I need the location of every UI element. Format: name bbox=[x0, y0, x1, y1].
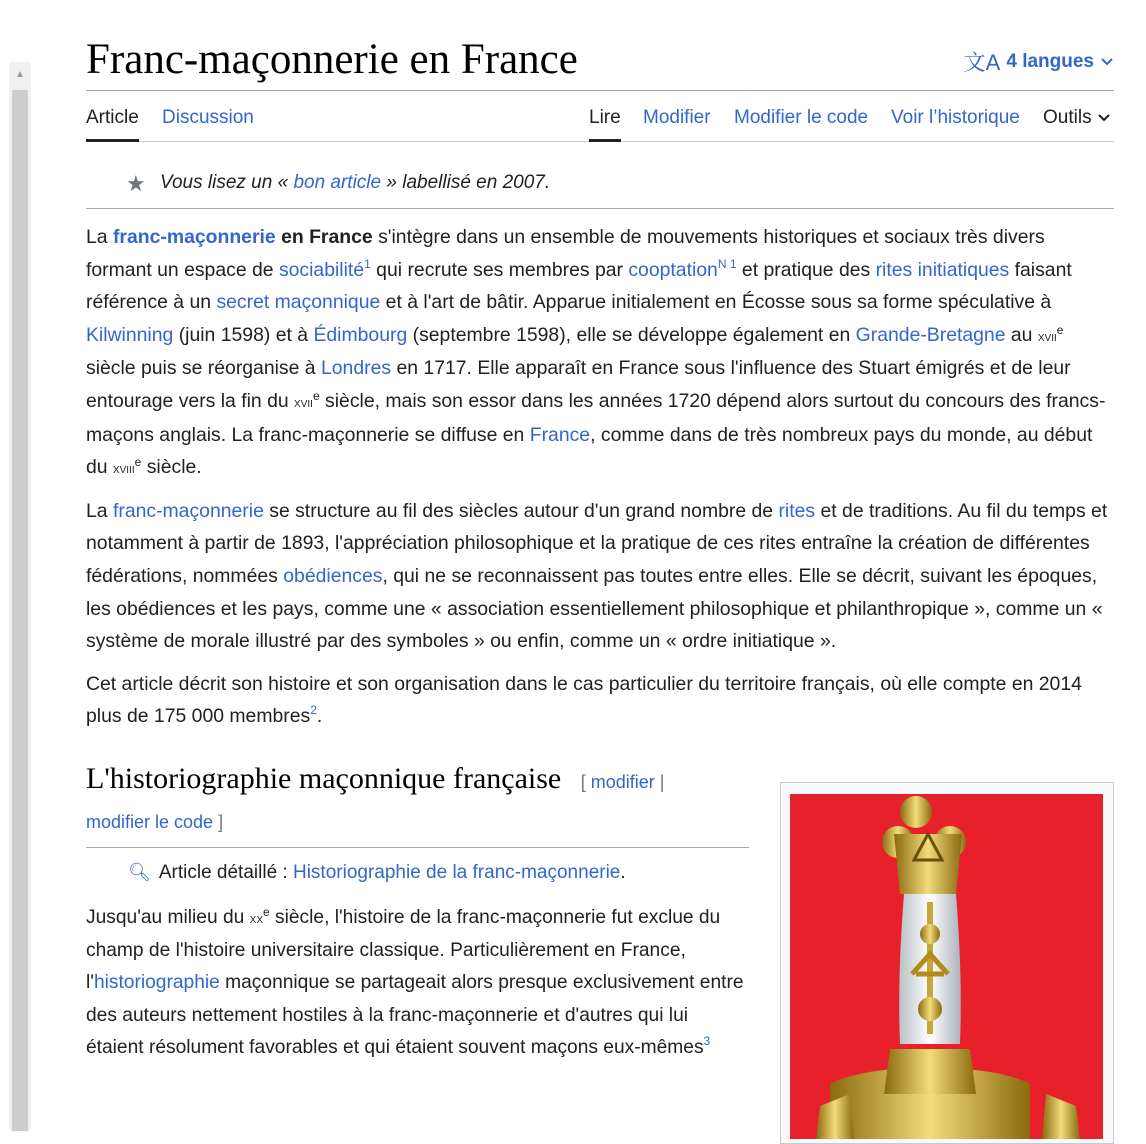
link-edimbourg[interactable]: Édimbourg bbox=[313, 323, 408, 346]
languages-label: 4 langues bbox=[1006, 50, 1094, 72]
tab-discussion[interactable]: Discussion bbox=[162, 107, 254, 128]
link-secret-maconnique[interactable]: secret maçonnique bbox=[216, 291, 381, 314]
link-france[interactable]: France bbox=[529, 423, 591, 446]
link-grande-bretagne[interactable]: Grande-Bretagne bbox=[855, 323, 1006, 346]
scrollbar[interactable] bbox=[9, 62, 31, 1131]
tab-edit-code[interactable]: Modifier le code bbox=[734, 107, 869, 128]
section-edit-links: [ modifier | modifier le code ] bbox=[86, 771, 665, 832]
section-title: L'historiographie maçonnique française bbox=[86, 761, 562, 795]
section-heading bbox=[86, 757, 749, 848]
sword-hilt-illustration bbox=[790, 794, 1103, 1139]
good-article-link[interactable]: bon article bbox=[293, 172, 382, 193]
link-franc-maconnerie-2[interactable]: franc-maçonnerie bbox=[112, 499, 264, 522]
ref-2[interactable]: 2 bbox=[310, 703, 317, 718]
article-body bbox=[86, 221, 1114, 733]
scrollbar-thumb[interactable] bbox=[12, 90, 28, 1131]
tab-edit[interactable]: Modifier bbox=[643, 107, 711, 128]
scroll-up-arrow-icon[interactable]: ▲ bbox=[15, 68, 25, 80]
hatnote: 🔍︎ Article détaillé : Historiographie de la franc-maçonnerie. bbox=[128, 861, 626, 883]
masonic-sword-image[interactable] bbox=[790, 794, 1103, 1139]
link-obediences[interactable]: obédiences bbox=[283, 564, 383, 587]
section-edit-code-link[interactable]: modifier le code bbox=[86, 811, 214, 832]
link-kilwinning[interactable]: Kilwinning bbox=[86, 323, 174, 346]
tools-menu[interactable] bbox=[1043, 107, 1111, 129]
link-rites-initiatiques[interactable]: rites initiatiques bbox=[875, 258, 1010, 281]
good-article-text: Vous lisez un « bon article » labellisé en 2007. bbox=[160, 172, 551, 193]
translate-icon: 文A bbox=[963, 50, 1001, 75]
ref-3[interactable]: 3 bbox=[703, 1034, 711, 1049]
intro-paragraph-3: Cet article décrit son histoire et son organisation dans le cas particulier du territoire français, où elle compte en 2014 plus de 175 000 membres$^2$. bbox=[86, 672, 1082, 728]
chevron-down-icon bbox=[1100, 57, 1114, 67]
section-paragraph: Jusqu'au milieu du $xx^e$ siècle, l'histoire de la franc-maçonnerie fut exclue du champ de l'histoire universitaire classique. Particulièrement en France, l'historiographie maçonnique se partageait alors presque exclusivement entre des auteurs nettement hostiles à la franc-maçonnerie et d'autres qui lui étaient résolument favorables et qui étaient souvent maçons eux-mêmes$^3$ bbox=[86, 904, 744, 1059]
link-sociabilite[interactable]: sociabilité bbox=[278, 258, 365, 281]
chevron-down-icon bbox=[1097, 113, 1111, 123]
link-cooptation[interactable]: cooptation bbox=[628, 258, 718, 281]
magnifier-icon: 🔍︎ bbox=[128, 862, 151, 883]
note-n1[interactable]: N 1 bbox=[717, 256, 737, 271]
section-edit-link[interactable]: modifier bbox=[590, 771, 655, 792]
intro-paragraph-2: La franc-maçonnerie se structure au fil des siècles autour d'un grand nombre de rites et de traditions. Au fil du temps et notamment à partir de 1893, l'appréciation philosophique et la pratique de ces rites entraîne la création de différentes fédérations, nommées obédiences, qui ne se reconnaissent pas toutes entre elles. Elle se décrit, suivant les époques, les obédiences et les pays, comme une « association essentiellement philosophique et philanthropique », comme un « système de morale illustré par des symboles » ou enfin, comme un « ordre initiatique ». bbox=[86, 499, 1108, 653]
ref-1[interactable]: 1 bbox=[364, 256, 371, 271]
language-selector[interactable] bbox=[964, 46, 1114, 77]
tabs-row bbox=[86, 91, 1114, 142]
link-londres[interactable]: Londres bbox=[320, 357, 392, 380]
section-historiographie bbox=[86, 757, 749, 1065]
good-article-notice bbox=[86, 142, 1114, 209]
link-franc-maconnerie[interactable]: franc-maçonnerie bbox=[112, 226, 276, 248]
tab-history[interactable]: Voir l’historique bbox=[891, 107, 1020, 128]
star-icon: ★ bbox=[126, 171, 146, 196]
link-rites[interactable]: rites bbox=[778, 499, 816, 522]
title-row bbox=[86, 0, 1114, 91]
tab-read[interactable]: Lire bbox=[589, 107, 621, 128]
intro-paragraph-1: La franc-maçonnerie en France s'intègre dans un ensemble de mouvements historiques et sociaux très divers formant un espace de sociabilité$^1$ qui recrute ses membres par cooptation$^{N 1}$ et pratique des rites initiatiques faisant référence à un secret maçonnique et à l'art de bâtir. Apparue initialement en Écosse sous sa forme spéculative à Kilwinning (juin 1598) et à Édimbourg (septembre 1598), elle se développe également en Grande-Bretagne au xvii$^e$ siècle puis se réorganise à Londres en 1717. Elle apparaît en France sous l'influence des Stuart émigrés et de leur entourage vers la fin du xvii$^e$ siècle, mais son essor dans les années 1720 dépend alors surtout du concours des francs-maçons anglais. La franc-maçonnerie se diffuse en France, comme dans de très nombreux pays du monde, au début du xviii$^e$ siècle. bbox=[86, 226, 1106, 479]
tab-article[interactable]: Article bbox=[86, 107, 139, 128]
tools-label: Outils bbox=[1043, 107, 1092, 128]
page-title: Franc-maçonnerie en France bbox=[86, 36, 578, 83]
hatnote-link[interactable]: Historiographie de la franc-maçonnerie bbox=[292, 861, 621, 883]
link-historiographie[interactable]: historiographie bbox=[93, 972, 220, 994]
article-image-frame[interactable] bbox=[780, 782, 1114, 1144]
